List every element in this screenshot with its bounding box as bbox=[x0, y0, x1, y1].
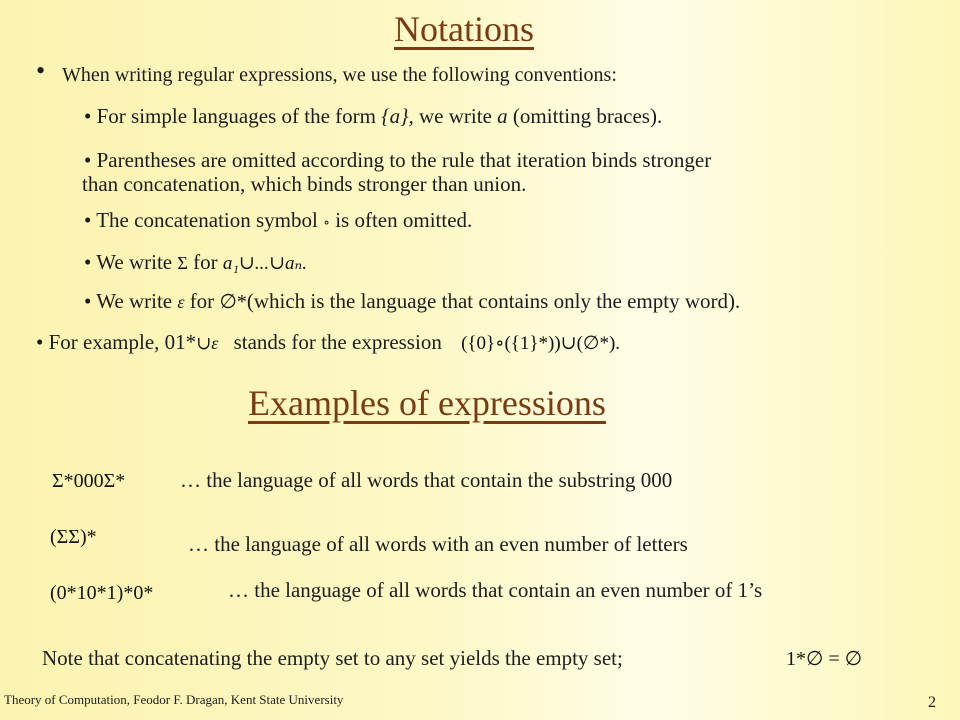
convention-text: (omitting braces). bbox=[507, 104, 663, 128]
convention-text: for bbox=[184, 289, 220, 313]
example-formula: Σ*000Σ* bbox=[52, 470, 126, 492]
convention-sigma bbox=[84, 250, 307, 275]
bullet-marker: • bbox=[36, 330, 44, 354]
convention-symbol-a: a bbox=[497, 104, 508, 128]
convention-text: For simple languages of the form bbox=[96, 104, 382, 128]
bullet-marker: • bbox=[84, 250, 92, 274]
example-formula-union-epsilon: ∪ε bbox=[196, 333, 219, 353]
convention-text: (which is the language that contains only the empty word). bbox=[246, 289, 741, 313]
convention-parentheses bbox=[84, 148, 711, 173]
convention-text: we write bbox=[413, 104, 498, 128]
example-text: For example, 01* bbox=[48, 330, 197, 354]
sigma-formula: a₁∪...∪aₙ. bbox=[222, 253, 307, 274]
page-number: 2 bbox=[928, 694, 936, 711]
convention-concatenation bbox=[84, 208, 472, 233]
example-formula: (0*10*1)*0* bbox=[50, 582, 154, 604]
example-formula: (ΣΣ)* bbox=[50, 526, 97, 548]
example-description: … the language of all words that contain an even number of 1’s bbox=[228, 578, 763, 602]
bullet-marker: • bbox=[84, 104, 92, 128]
footer-credit: Theory of Computation, Feodor F. Dragan, Kent State University bbox=[4, 692, 344, 707]
convention-text: Parentheses are omitted according to the rule that iteration binds stronger bbox=[96, 148, 712, 172]
example-line bbox=[36, 330, 620, 355]
note-text: Note that concatenating the empty set to any set yields the empty set; bbox=[42, 646, 623, 670]
convention-epsilon bbox=[84, 289, 740, 314]
convention-set-notation: {a}, bbox=[381, 104, 414, 128]
bullet-marker: • bbox=[84, 148, 92, 172]
convention-text: We write bbox=[96, 289, 178, 313]
bullet-marker: • bbox=[36, 56, 46, 85]
convention-simple-languages bbox=[84, 104, 662, 129]
convention-text: is often omitted. bbox=[329, 208, 473, 232]
example-description: … the language of all words that contain the substring 000 bbox=[180, 468, 673, 492]
example-formula-expanded: ({0}∘({1}*))∪(∅*). bbox=[461, 333, 621, 354]
bullet-marker: • bbox=[84, 289, 92, 313]
example-description: … the language of all words with an even number of letters bbox=[188, 532, 688, 556]
note-formula: 1*∅ = ∅ bbox=[786, 648, 863, 670]
intro-text: When writing regular expressions, we use the following conventions: bbox=[62, 64, 617, 86]
example-text: stands for the expression bbox=[233, 330, 442, 354]
sigma-symbol: Σ bbox=[177, 253, 188, 273]
empty-star-formula: ∅* bbox=[219, 291, 247, 313]
concatenation-symbol: ∘ bbox=[323, 216, 330, 231]
convention-text: We write bbox=[96, 250, 178, 274]
epsilon-symbol: ε bbox=[177, 292, 185, 312]
convention-text: for bbox=[187, 250, 223, 274]
convention-parentheses-continued: than concatenation, which binds stronger than union. bbox=[82, 172, 527, 196]
examples-heading: Examples of expressions bbox=[248, 383, 606, 423]
bullet-marker: • bbox=[84, 208, 92, 232]
page-title: Notations bbox=[394, 9, 534, 49]
convention-text: The concatenation symbol bbox=[96, 208, 324, 232]
